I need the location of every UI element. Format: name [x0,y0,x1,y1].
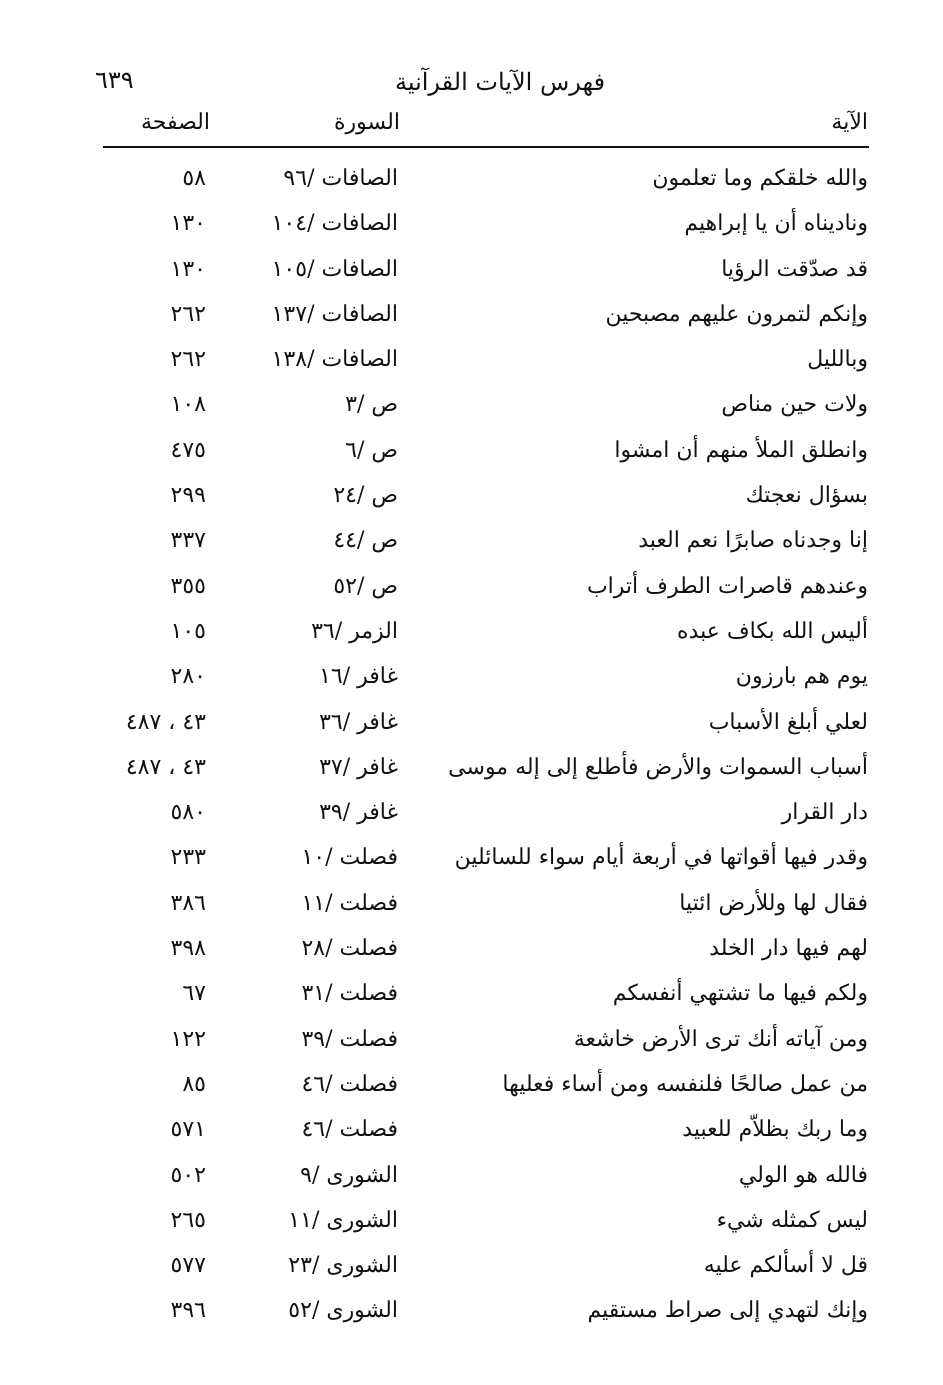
page-ref: ٣٨٦ [170,890,206,916]
table-row [0,794,943,839]
column-header-ayah: الآية [831,110,868,135]
page-ref: ٢٩٩ [170,483,206,509]
table-row [0,658,943,703]
table-row [0,477,943,522]
table-row [0,296,943,341]
page-header-title: فهرس الآيات القرآنية [394,68,606,96]
page-ref: ١٠٨ [170,392,206,418]
ayah-text: ولكم فيها ما تشتهي أنفسكم [612,981,868,1007]
ayah-text: وما ربك بظلاّم للعبيد [682,1117,868,1143]
ayah-text: فالله هو الولي [738,1162,868,1188]
page-ref: ٥٧١ [170,1117,206,1143]
page-number: ٦٣٩ [95,66,134,94]
surah-ref: الشورى /٥٢ [288,1298,398,1324]
table-row [0,522,943,567]
surah-ref: الشورى /٢٣ [288,1253,398,1279]
table-row [0,205,943,250]
surah-ref: فصلت /٣٩ [301,1026,398,1052]
ayah-text: أسباب السموات والأرض فأطلع إلى إله موسى [448,754,868,780]
table-row [0,885,943,930]
table-row [0,1247,943,1292]
surah-ref: الصافات /١٣٨ [271,347,398,373]
table-row [0,1157,943,1202]
surah-ref: الزمر /٣٦ [311,618,398,644]
ayah-text: قل لا أسألكم عليه [703,1253,868,1279]
table-row [0,613,943,658]
page-ref: ٦٧ [182,981,206,1007]
table-row [0,1111,943,1156]
surah-ref: ص /٥٢ [333,573,398,599]
page-ref: ٢٦٢ [170,347,206,373]
page-ref: ٢٦٥ [170,1207,206,1233]
ayah-text: ليس كمثله شيء [716,1207,868,1233]
ayah-text: إنا وجدناه صابرًا نعم العبد [638,528,868,554]
page-ref: ٤٧٥ [170,437,206,463]
page-ref: ٥٨ [182,166,206,191]
surah-ref: غافر /٣٦ [319,709,398,735]
page-ref: ٤٣ ، ٤٨٧ [125,709,206,735]
ayah-text: وناديناه أن يا إبراهيم [684,211,868,237]
page-ref: ٣٩٨ [170,936,206,962]
surah-ref: الصافات /١٠٥ [271,256,398,282]
table-row [0,386,943,431]
ayah-text: فقال لها وللأرض ائتيا [679,890,868,916]
table-row [0,839,943,884]
page-ref: ٥٨٠ [170,800,206,826]
ayah-text: دار القرار [781,800,868,826]
surah-ref: فصلت /٢٨ [301,936,398,962]
surah-ref: الشورى /١١ [288,1207,398,1233]
ayah-text: يوم هم بارزون [735,664,868,690]
index-table [0,160,943,1338]
page-ref: ٢٦٢ [170,301,206,327]
surah-ref: غافر /٣٩ [319,800,398,826]
page-ref: ٣٩٦ [170,1298,206,1324]
header-divider [103,146,869,148]
surah-ref: ص /٤٤ [333,528,398,554]
table-row [0,1021,943,1066]
table-row [0,975,943,1020]
ayah-text: ومن آياته أنك ترى الأرض خاشعة [573,1026,868,1052]
page-ref: ٢٣٣ [170,845,206,871]
page-ref: ١٢٢ [170,1026,206,1052]
table-row [0,749,943,794]
ayah-text: والله خلقكم وما تعلمون [652,166,868,191]
surah-ref: الصافات /٩٦ [283,166,398,191]
ayah-text: وإنك لتهدي إلى صراط مستقيم [587,1298,868,1324]
surah-ref: فصلت /٤٦ [301,1117,398,1143]
ayah-text: لهم فيها دار الخلد [709,936,868,962]
ayah-text: ولات حين مناص [721,392,868,418]
ayah-text: وبالليل [807,347,868,373]
table-row [0,432,943,477]
table-row [0,251,943,296]
ayah-text: وعندهم قاصرات الطرف أتراب [586,573,868,599]
surah-ref: فصلت /١٠ [301,845,398,871]
ayah-text: وإنكم لتمرون عليهم مصبحين [605,301,868,327]
surah-ref: الصافات /١٣٧ [271,301,398,327]
page-ref: ٣٣٧ [170,528,206,554]
ayah-text: أليس الله بكاف عبده [677,618,868,644]
page-ref: ٨٥ [182,1071,206,1097]
column-header-page: الصفحة [140,110,210,135]
surah-ref: ص /٢٤ [333,483,398,509]
ayah-text: وقدر فيها أقواتها في أربعة أيام سواء للسائلين [454,845,868,871]
surah-ref: الشورى /٩ [300,1162,398,1188]
table-row [0,341,943,386]
ayah-text: قد صدّقت الرؤيا [721,256,868,282]
ayah-text: بسؤال نعجتك [745,483,868,509]
ayah-text: لعلي أبلغ الأسباب [708,709,868,735]
page-ref: ٣٥٥ [170,573,206,599]
ayah-text: من عمل صالحًا فلنفسه ومن أساء فعليها [502,1071,868,1097]
surah-ref: فصلت /٤٦ [301,1071,398,1097]
table-row [0,1202,943,1247]
page-ref: ١٣٠ [170,211,206,237]
surah-ref: ص /٣ [345,392,398,418]
table-row [0,1066,943,1111]
surah-ref: ص /٦ [345,437,398,463]
table-row [0,160,943,205]
surah-ref: الصافات /١٠٤ [271,211,398,237]
table-row [0,704,943,749]
ayah-text: وانطلق الملأ منهم أن امشوا [614,437,868,463]
page-ref: ٤٣ ، ٤٨٧ [125,754,206,780]
page-ref: ٥٠٢ [170,1162,206,1188]
table-row [0,1292,943,1337]
surah-ref: فصلت /٣١ [301,981,398,1007]
surah-ref: غافر /١٦ [319,664,398,690]
surah-ref: فصلت /١١ [301,890,398,916]
table-row [0,568,943,613]
page-ref: ١٠٥ [170,618,206,644]
surah-ref: غافر /٣٧ [319,754,398,780]
page-ref: ٥٧٧ [170,1253,206,1279]
page-ref: ١٣٠ [170,256,206,282]
column-header-surah: السورة [334,110,400,135]
table-row [0,930,943,975]
page-ref: ٢٨٠ [170,664,206,690]
